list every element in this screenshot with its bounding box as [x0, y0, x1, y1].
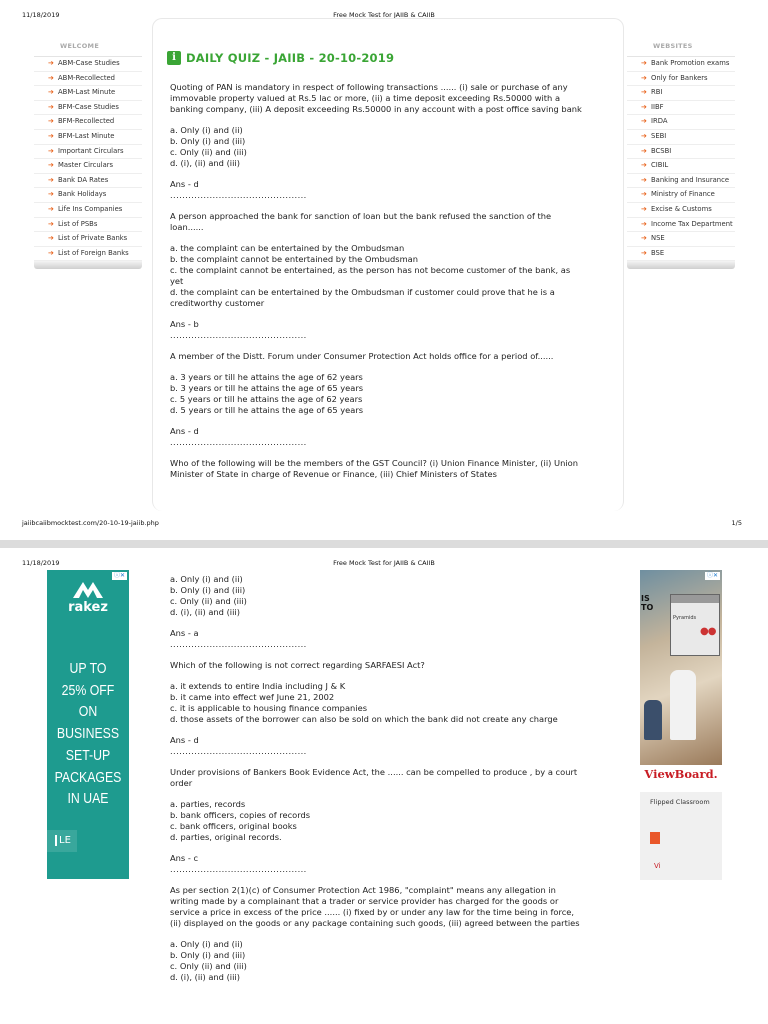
sidebar-link[interactable] [627, 145, 735, 160]
option: a. parties, records [170, 799, 246, 809]
sidebar-link[interactable] [34, 72, 142, 87]
option: d. (i), (ii) and (iii) [170, 607, 240, 617]
sidebar-link[interactable] [34, 130, 142, 145]
answer-separator: ............................................. [170, 330, 307, 340]
arrow-right-icon: ➔ [48, 131, 54, 140]
arrow-right-icon: ➔ [48, 219, 54, 228]
sidebar-link-label: CIBIL [651, 161, 669, 170]
sidebar-link[interactable] [627, 130, 735, 145]
ad-dots-icon: ●● [700, 626, 716, 637]
sidebar-link-label: SEBI [651, 131, 667, 140]
sidebar-link-label: ABM-Last Minute [58, 88, 116, 97]
answer-separator: ............................................. [170, 437, 307, 447]
sidebar-link[interactable] [627, 232, 735, 247]
sidebar-link-label: Banking and Insurance [651, 175, 730, 184]
question-text: Who of the following will be the members of the GST Council? (i) Union Finance Minister, (ii) Union Minister of State in charge of Revenue or Finance, (iii) Chief Ministers of States [170, 458, 578, 479]
arrow-right-icon: ➔ [641, 204, 647, 213]
sidebar-link[interactable] [627, 174, 735, 189]
question-text: A person approached the bank for sanction of loan but the bank refused the sanction of the loan...... [170, 211, 552, 232]
question-text: A member of the Distt. Forum under Consumer Protection Act holds office for a period of...... [170, 351, 554, 361]
sidebar-link[interactable] [34, 57, 142, 72]
ad-close-icon[interactable]: ⓘ✕ [706, 572, 718, 579]
answer-text: Ans - c [170, 853, 199, 863]
answer-separator: ............................................. [170, 746, 307, 756]
ad-student-figure [644, 700, 662, 740]
sidebar-link-label: Important Circulars [58, 146, 124, 155]
sidebar-welcome [34, 38, 142, 269]
sidebar-link-label: BFM-Last Minute [58, 131, 115, 140]
arrow-right-icon: ➔ [641, 219, 647, 228]
answer-separator: ............................................. [170, 639, 307, 649]
arrow-right-icon: ➔ [48, 161, 54, 170]
sidebar-link[interactable] [34, 145, 142, 160]
options-list [170, 574, 582, 618]
sidebar-link-label: List of Foreign Banks [58, 248, 129, 257]
ad-footer-text: Vi [654, 862, 661, 870]
ad-bottom-panel [640, 792, 722, 880]
sidebar-link-label: Only for Bankers [651, 73, 708, 82]
option: d. parties, original records. [170, 832, 282, 842]
ad-teacher-figure [670, 670, 696, 740]
ad-headline-line: ON [78, 703, 98, 721]
arrow-right-icon: ➔ [641, 88, 647, 97]
sidebar-heading: WEBSITES [653, 42, 693, 50]
option: d. those assets of the borrower can also be sold on which the bank did not create any charge [170, 714, 558, 724]
option: c. the complaint cannot be entertained, as the person has not become customer of the bank, as yet [170, 265, 571, 286]
info-icon: i [167, 51, 181, 65]
option: c. Only (ii) and (iii) [170, 596, 247, 606]
sidebar-link-label: Bank Holidays [58, 190, 107, 199]
arrow-right-icon: ➔ [48, 234, 54, 243]
option: b. the complaint cannot be entertained by the Ombudsman [170, 254, 419, 264]
sidebar-bottom-bar [627, 261, 735, 269]
sidebar-link-label: List of Private Banks [58, 234, 128, 243]
sidebar-link[interactable] [34, 247, 142, 262]
sidebar-link-label: Income Tax Department [651, 219, 733, 228]
quiz-content-page-2 [170, 574, 582, 993]
ad-close-icon[interactable]: ⓘ✕ [113, 572, 125, 579]
arrow-right-icon: ➔ [641, 73, 647, 82]
arrow-right-icon: ➔ [641, 175, 647, 184]
sidebar-link-label: NSE [651, 234, 665, 243]
option: b. Only (i) and (iii) [170, 585, 246, 595]
option: b. Only (i) and (iii) [170, 950, 246, 960]
sidebar-link-label: ABM-Case Studies [58, 59, 120, 67]
sidebar-link-label: List of PSBs [58, 219, 98, 228]
ad-headline [54, 658, 121, 810]
arrow-right-icon: ➔ [48, 88, 54, 97]
sidebar-link-label: BFM-Recollected [58, 117, 115, 126]
option: c. Only (ii) and (iii) [170, 961, 247, 971]
page-number: 1/5 [731, 519, 742, 527]
ad-photo-text: IS TO [641, 594, 654, 612]
sidebar-link[interactable] [34, 86, 142, 101]
sidebar-link[interactable] [34, 232, 142, 247]
viewboard-ad[interactable] [640, 570, 722, 880]
sidebar-link-label: Bank DA Rates [58, 175, 109, 184]
option: d. 5 years or till he attains the age of 65 years [170, 405, 364, 415]
arrow-right-icon: ➔ [641, 190, 647, 199]
options-list [170, 372, 582, 416]
arrow-right-icon: ➔ [48, 117, 54, 126]
sidebar-link-label: RBI [651, 88, 663, 97]
print-url: jaiibcaiibmocktest.com/20-10-19-jaiib.php [22, 519, 159, 527]
sidebar-bottom-bar [34, 261, 142, 269]
option: d. the complaint can be entertained by the Ombudsman if customer could prove that he is a creditworthy customer [170, 287, 555, 308]
sidebar-link-label: Excise & Customs [651, 204, 712, 213]
option: a. the complaint can be entertained by the Ombudsman [170, 243, 405, 253]
arrow-right-icon: ➔ [48, 190, 54, 199]
sidebar-list [627, 56, 735, 261]
option: c. Only (ii) and (iii) [170, 147, 247, 157]
option: d. (i), (ii) and (iii) [170, 972, 240, 982]
answer-text: Ans - b [170, 319, 199, 329]
options-list [170, 125, 582, 169]
sidebar-link-label: IIBF [651, 102, 664, 111]
quiz-title: DAILY QUIZ - JAIIB - 20-10-2019 [186, 51, 395, 65]
arrow-right-icon: ➔ [48, 248, 54, 257]
question-text: Which of the following is not correct regarding SARFAESI Act? [170, 660, 425, 670]
arrow-right-icon: ➔ [641, 146, 647, 155]
arrow-right-icon: ➔ [48, 204, 54, 213]
sidebar-link[interactable] [34, 218, 142, 233]
options-list [170, 681, 582, 725]
ad-brand: ViewBoard. [644, 767, 718, 781]
ad-headline-line: IN UAE [67, 790, 109, 808]
sidebar-link[interactable] [627, 72, 735, 87]
sidebar-link[interactable] [627, 57, 735, 72]
sidebar-link[interactable] [627, 203, 735, 218]
ad-caption: Flipped Classroom [650, 798, 710, 806]
print-title: Free Mock Test for JAIIB & CAIIB [333, 559, 435, 567]
arrow-right-icon: ➔ [641, 234, 647, 243]
ad-headline-line: SET-UP [65, 746, 111, 764]
rakez-ad[interactable] [47, 570, 129, 879]
ad-brand: rakez [68, 600, 108, 615]
ad-cta[interactable]: LE [55, 835, 71, 846]
option: a. it extends to entire India including J & K [170, 681, 346, 691]
sidebar-link[interactable] [627, 101, 735, 116]
option: b. bank officers, copies of records [170, 810, 311, 820]
ad-classroom-photo [640, 570, 722, 765]
sidebar-link-label: IRDA [651, 117, 668, 126]
option: b. Only (i) and (iii) [170, 136, 246, 146]
ad-headline-line: 25% OFF [61, 681, 115, 699]
rakez-logo-icon [69, 578, 107, 600]
arrow-right-icon: ➔ [48, 73, 54, 82]
option: a. 3 years or till he attains the age of 62 years [170, 372, 363, 382]
sidebar-websites [627, 38, 735, 269]
sidebar-link[interactable] [627, 86, 735, 101]
sidebar-link-label: Bank Promotion exams [651, 59, 730, 67]
answer-text: Ans - a [170, 628, 199, 638]
sidebar-link-label: ABM-Recollected [58, 73, 115, 82]
option: c. 5 years or till he attains the age of 62 years [170, 394, 363, 404]
options-list [170, 939, 582, 983]
sidebar-link[interactable] [627, 115, 735, 130]
page-separator [0, 540, 768, 548]
sidebar-link-label: Life Ins Companies [58, 204, 123, 213]
arrow-right-icon: ➔ [641, 59, 647, 67]
quiz-heading [167, 51, 394, 65]
print-date: 11/18/2019 [22, 559, 60, 567]
arrow-right-icon: ➔ [641, 131, 647, 140]
arrow-right-icon: ➔ [48, 59, 54, 67]
option: a. Only (i) and (ii) [170, 125, 243, 135]
sidebar-link[interactable] [34, 101, 142, 116]
arrow-right-icon: ➔ [48, 175, 54, 184]
answer-separator: ............................................. [170, 190, 307, 200]
ad-button[interactable] [650, 832, 660, 844]
print-title: Free Mock Test for JAIIB & CAIIB [333, 11, 435, 19]
pdf-page-2 [0, 548, 768, 1024]
sidebar-link[interactable] [627, 247, 735, 262]
sidebar-link-label: BFM-Case Studies [58, 102, 119, 111]
sidebar-list [34, 56, 142, 261]
options-list [170, 243, 582, 309]
arrow-right-icon: ➔ [641, 102, 647, 111]
option: c. bank officers, original books [170, 821, 297, 831]
arrow-right-icon: ➔ [48, 146, 54, 155]
answer-text: Ans - d [170, 179, 199, 189]
print-date: 11/18/2019 [22, 11, 60, 19]
sidebar-link-label: Ministry of Finance [651, 190, 715, 199]
sidebar-heading: WELCOME [60, 42, 100, 50]
option: b. it came into effect wef June 21, 2002 [170, 692, 335, 702]
question-text: Quoting of PAN is mandatory in respect of following transactions ...... (i) sale or purchase of any immovable property valued at Rs.5 lac or more, (ii) a time deposit exceeding Rs.50000 with a banking company, (iii) A deposit exceeding Rs.50000 in any account with a post office saving bank [170, 82, 582, 114]
sidebar-link[interactable] [627, 159, 735, 174]
option: b. 3 years or till he attains the age of 65 years [170, 383, 364, 393]
ad-board-text: Pyramids [673, 615, 697, 621]
ad-headline-line: PACKAGES [54, 768, 122, 786]
sidebar-link[interactable] [627, 218, 735, 233]
arrow-right-icon: ➔ [641, 161, 647, 170]
option: a. Only (i) and (ii) [170, 939, 243, 949]
option: c. it is applicable to housing finance companies [170, 703, 368, 713]
ad-board [670, 594, 720, 656]
ad-headline-line: UP TO [69, 660, 107, 677]
sidebar-link[interactable] [34, 188, 142, 203]
sidebar-link-label: BSE [651, 248, 665, 257]
ad-headline-line: BUSINESS [56, 725, 120, 743]
option: d. (i), (ii) and (iii) [170, 158, 240, 168]
question-text: As per section 2(1)(c) of Consumer Protection Act 1986, "complaint" means any allegation in writing made by a complainant that a trader or service provider has charged for the goods or service a price in excess of the price ...... (i) fixed by or under any law for the time being in force, (ii) displayed on the goods or any package containing such goods, (iii) agreed between the parties [170, 885, 580, 928]
answer-separator: ............................................. [170, 864, 307, 874]
sidebar-link[interactable] [627, 188, 735, 203]
sidebar-link[interactable] [34, 115, 142, 130]
options-list [170, 799, 582, 843]
answer-text: Ans - d [170, 426, 199, 436]
sidebar-link-label: Master Circulars [58, 161, 114, 170]
sidebar-link[interactable] [34, 159, 142, 174]
arrow-right-icon: ➔ [641, 117, 647, 126]
question-text: Under provisions of Bankers Book Evidence Act, the ...... can be compelled to produce , by a court order [170, 767, 578, 788]
option: a. Only (i) and (ii) [170, 574, 243, 584]
sidebar-link[interactable] [34, 174, 142, 189]
answer-text: Ans - d [170, 735, 199, 745]
arrow-right-icon: ➔ [48, 102, 54, 111]
arrow-right-icon: ➔ [641, 248, 647, 257]
quiz-content-page-1 [170, 82, 582, 490]
sidebar-link[interactable] [34, 203, 142, 218]
ad-board-bar [671, 595, 719, 603]
sidebar-link-label: BCSBI [651, 146, 672, 155]
